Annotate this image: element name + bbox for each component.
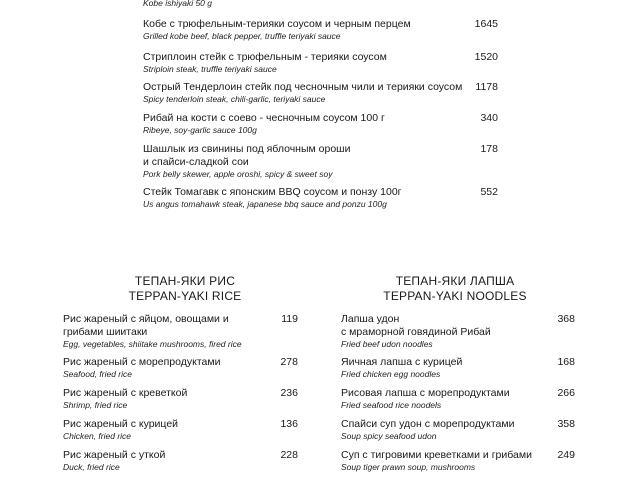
item-price: 266 [557,387,575,399]
item-price: 340 [480,112,498,124]
item-description: Soup spicy seafood udon [341,431,437,441]
menu-item [63,387,187,410]
item-name: Рисовая лапша с морепродуктами [341,387,510,399]
item-price: 119 [281,313,298,325]
item-price: 278 [280,356,298,368]
item-name-line2: с мраморной говядиной Рибай [341,326,491,338]
item-description: Striploin steak, truffle teriyaki sauce [143,64,277,74]
item-description: Fried seafood rice noodels [341,400,442,410]
item-price: 1645 [474,18,498,30]
item-name-line2: и спайси-сладкой сои [143,156,249,168]
rice-title-en: TEPPAN-YAKI RICE [128,289,242,303]
item-description: Chicken, fried rice [63,431,132,441]
item-description: Seafood, fried rice [63,369,132,379]
item-description: Ribeye, soy-garlic sauce 100g [143,125,257,135]
menu-item [143,186,402,209]
item-price: 1178 [475,81,498,93]
item-description: Grilled kobe beef, black pepper, truffle teriyaki sauce [143,31,341,41]
menu-item [63,313,242,349]
item-price: 168 [557,356,575,368]
item-description: Shrimp, fried rice [63,400,128,410]
item-price: 178 [480,143,498,155]
item-name: Рис жареный с яйцом, овощами и [63,313,229,325]
item-name: Рис жареный с креветкой [63,387,188,399]
menu-item [63,449,165,472]
menu-item [341,387,510,410]
item-description: Pork belly skewer, apple oroshi, spicy & sweet soy [143,169,333,179]
item-description: Fried chicken egg noodles [341,369,441,379]
item-name: Шашлык из свинины под яблочным ороши [143,143,351,155]
item-name: Спайси суп удон с морепродуктами [341,418,515,430]
item-description: Fried beef udon noodles [341,339,433,349]
menu-item [63,418,178,441]
item-name: Кобе с трюфельным-терияки соусом и черным перцем [143,18,411,30]
rice-title-ru: ТЕПАН-ЯКИ РИС [134,274,236,288]
item-price: 136 [280,418,298,430]
menu-item [143,143,350,179]
item-name: Стейк Томагавк с японским BBQ соусом и понзу 100г [143,186,402,198]
item-name: Рис жареный с морепродуктами [63,356,221,368]
item-name: Острый Тендерлоин стейк под чесночным чили и терияки соусом [143,81,463,93]
item-name: Лапша удон [341,313,400,325]
menu-item [341,449,532,472]
item-description: Kobe ishiyaki 50 g [143,0,212,8]
item-description: Duck, fried rice [63,462,120,472]
noodles-title-ru: ТЕПАН-ЯКИ ЛАПША [395,274,515,288]
menu-item [341,418,514,441]
noodles-title-en: TEPPAN-YAKI NOODLES [383,289,527,303]
menu-item-partial [143,0,212,8]
item-name: Суп с тигровими креветками и грибами [341,449,532,461]
menu-item [341,313,491,349]
item-price: 228 [280,449,298,461]
item-price: 1520 [474,51,498,63]
item-price: 236 [280,387,298,399]
item-price: 358 [557,418,575,430]
item-price: 552 [480,186,498,198]
menu-item [143,51,387,74]
item-description: Us angus tomahawk steak, japanese bbq sauce and ponzu 100g [143,199,387,209]
item-price: 368 [557,313,575,325]
item-description: Egg, vegetables, shiitake mushrooms, fired rice [63,339,242,349]
item-name: Рис жареный с уткой [63,449,166,461]
item-name-line2: грибами шиитаки [63,326,148,338]
item-description: Spicy tenderloin steak, chili-garlic, teriyaki sauce [143,94,326,104]
menu-item [341,356,462,379]
menu-item [63,356,220,379]
item-name: Стриплоин стейк с трюфельным - терияки соусом [143,51,387,63]
noodles-section-title [345,274,565,304]
menu-item [143,112,385,135]
item-name: Яичная лапша с курицей [341,356,463,368]
menu-item [143,18,411,41]
item-price: 249 [557,449,575,461]
item-name: Рибай на кости с соево - чесночным соусом 100 г [143,112,385,124]
item-name: Рис жареный с курицей [63,418,179,430]
menu-item [143,81,462,104]
rice-section-title [85,274,285,304]
item-description: Soup tiger prawn soup, mushrooms [341,462,476,472]
